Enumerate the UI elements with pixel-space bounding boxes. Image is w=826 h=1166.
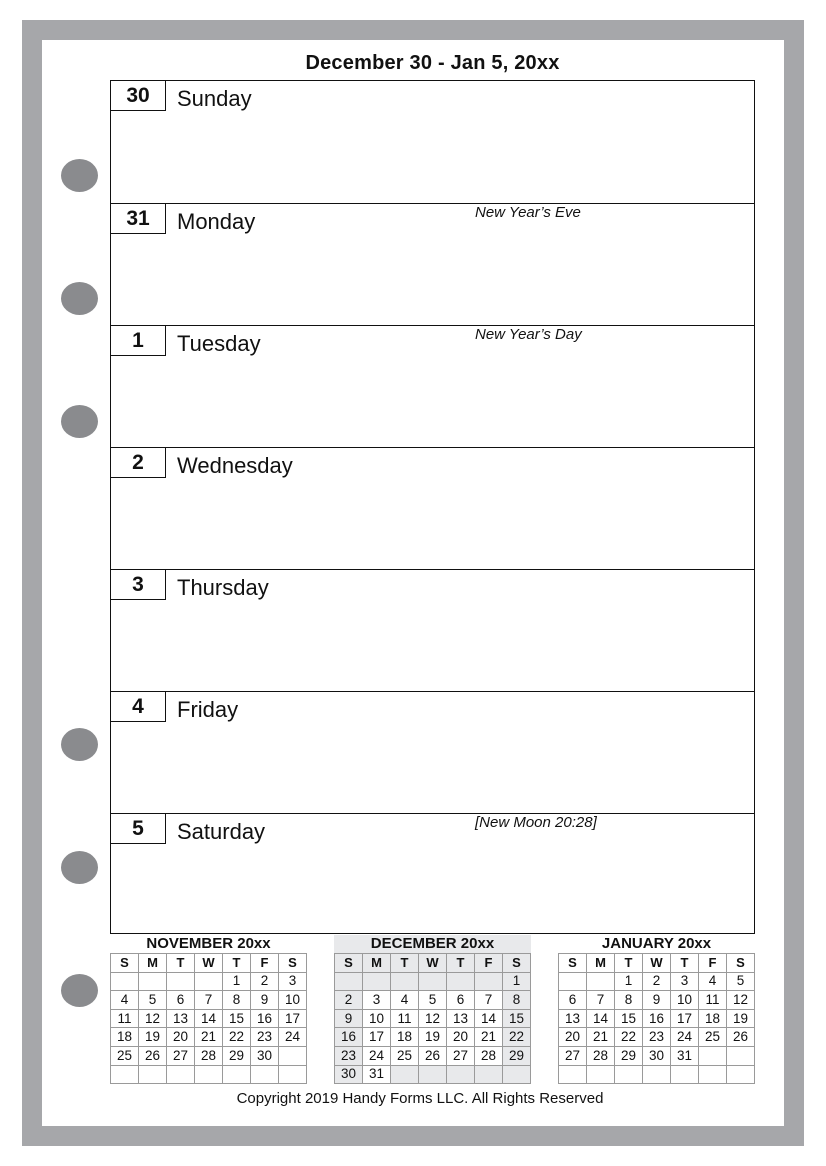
calendar-grid	[110, 953, 307, 1084]
weekday-header: S	[503, 954, 531, 973]
day-number: 30	[110, 80, 166, 111]
calendar-day-cell	[699, 1065, 727, 1084]
calendar-day-cell: 23	[335, 1046, 363, 1065]
calendar-day-cell	[699, 1046, 727, 1065]
day-note: New Year’s Day	[475, 326, 582, 343]
calendar-day-cell: 24	[363, 1046, 391, 1065]
calendar-day-cell	[391, 1065, 419, 1084]
calendar-day-cell	[587, 1065, 615, 1084]
calendar-week-row	[335, 1009, 531, 1028]
calendar-day-cell	[139, 1065, 167, 1084]
calendar-day-cell	[447, 972, 475, 991]
calendar-day-cell: 23	[251, 1028, 279, 1047]
calendar-day-cell: 15	[503, 1009, 531, 1028]
calendar-day-cell: 28	[475, 1046, 503, 1065]
calendar-day-cell: 23	[643, 1028, 671, 1047]
weekday-header: F	[699, 954, 727, 973]
calendar-day-cell: 2	[251, 972, 279, 991]
calendar-day-cell: 19	[139, 1028, 167, 1047]
calendar-day-cell: 11	[111, 1009, 139, 1028]
calendar-day-cell: 16	[335, 1028, 363, 1047]
mini-calendar-november	[110, 935, 307, 1084]
weekday-header: T	[615, 954, 643, 973]
calendar-day-cell: 6	[447, 991, 475, 1010]
calendar-day-cell: 8	[503, 991, 531, 1010]
calendar-week-row	[559, 1065, 755, 1084]
mini-calendar-december	[334, 935, 531, 1084]
calendar-day-cell: 21	[195, 1028, 223, 1047]
day-block-friday[interactable]	[111, 691, 754, 813]
calendar-day-cell: 29	[503, 1046, 531, 1065]
calendar-day-cell: 14	[587, 1009, 615, 1028]
calendar-week-row	[335, 1065, 531, 1084]
calendar-day-cell: 19	[727, 1009, 755, 1028]
calendar-day-cell: 28	[195, 1046, 223, 1065]
calendar-day-cell	[615, 1065, 643, 1084]
calendar-day-cell	[671, 1065, 699, 1084]
calendar-day-cell	[167, 972, 195, 991]
calendar-day-cell: 11	[391, 1009, 419, 1028]
weekday-header: T	[223, 954, 251, 973]
binder-hole	[61, 728, 98, 761]
binder-hole	[61, 282, 98, 315]
weekday-header-row	[111, 954, 307, 973]
calendar-grid	[558, 953, 755, 1084]
calendar-title: JANUARY 20xx	[601, 935, 712, 952]
weekday-header: T	[447, 954, 475, 973]
calendar-day-cell: 17	[363, 1028, 391, 1047]
calendar-day-cell: 22	[615, 1028, 643, 1047]
calendar-day-cell: 18	[391, 1028, 419, 1047]
weekday-header: F	[251, 954, 279, 973]
day-name: Saturday	[177, 819, 266, 844]
day-block-monday[interactable]	[111, 203, 754, 325]
weekday-header: M	[139, 954, 167, 973]
day-number: 2	[110, 447, 166, 478]
page-title: December 30 - Jan 5, 20xx	[305, 52, 560, 74]
calendar-day-cell: 29	[615, 1046, 643, 1065]
calendar-day-cell: 12	[139, 1009, 167, 1028]
day-name: Sunday	[177, 86, 252, 111]
week-days	[110, 80, 755, 934]
calendar-day-cell	[503, 1065, 531, 1084]
calendar-day-cell	[335, 972, 363, 991]
calendar-day-cell: 27	[559, 1046, 587, 1065]
calendar-day-cell: 1	[503, 972, 531, 991]
day-note: [New Moon 20:28]	[475, 814, 597, 831]
calendar-day-cell: 12	[419, 1009, 447, 1028]
calendar-day-cell	[111, 1065, 139, 1084]
calendar-day-cell: 4	[391, 991, 419, 1010]
day-block-saturday[interactable]	[111, 813, 754, 935]
calendar-week-row	[335, 972, 531, 991]
calendar-day-cell: 13	[559, 1009, 587, 1028]
day-block-tuesday[interactable]	[111, 325, 754, 447]
calendar-title: NOVEMBER 20xx	[146, 935, 271, 952]
calendar-day-cell: 20	[167, 1028, 195, 1047]
calendar-day-cell	[195, 972, 223, 991]
calendar-day-cell: 10	[671, 991, 699, 1010]
calendar-day-cell: 6	[559, 991, 587, 1010]
calendar-day-cell: 26	[419, 1046, 447, 1065]
calendar-week-row	[559, 1046, 755, 1065]
calendar-day-cell: 4	[111, 991, 139, 1010]
calendar-day-cell: 4	[699, 972, 727, 991]
calendar-week-row	[335, 991, 531, 1010]
calendar-day-cell: 21	[587, 1028, 615, 1047]
calendar-day-cell: 31	[671, 1046, 699, 1065]
calendar-day-cell	[139, 972, 167, 991]
calendar-week-row	[559, 972, 755, 991]
weekday-header: S	[727, 954, 755, 973]
calendar-day-cell: 22	[503, 1028, 531, 1047]
calendar-day-cell: 26	[727, 1028, 755, 1047]
weekday-header: T	[167, 954, 195, 973]
calendar-day-cell: 7	[195, 991, 223, 1010]
calendar-day-cell	[447, 1065, 475, 1084]
mini-calendar-january	[558, 935, 755, 1084]
calendar-day-cell: 14	[475, 1009, 503, 1028]
calendar-day-cell: 12	[727, 991, 755, 1010]
calendar-day-cell	[223, 1065, 251, 1084]
calendar-week-row	[111, 1046, 307, 1065]
calendar-week-row	[559, 1009, 755, 1028]
binder-hole	[61, 974, 98, 1007]
calendar-day-cell: 14	[195, 1009, 223, 1028]
calendar-day-cell: 28	[587, 1046, 615, 1065]
calendar-day-cell: 5	[139, 991, 167, 1010]
calendar-day-cell	[475, 972, 503, 991]
calendar-day-cell: 25	[391, 1046, 419, 1065]
day-block-thursday[interactable]	[111, 569, 754, 691]
calendar-day-cell	[559, 972, 587, 991]
calendar-day-cell: 27	[447, 1046, 475, 1065]
weekday-header: F	[475, 954, 503, 973]
calendar-day-cell: 10	[279, 991, 307, 1010]
calendar-week-row	[111, 1028, 307, 1047]
calendar-day-cell: 25	[699, 1028, 727, 1047]
calendar-day-cell: 7	[587, 991, 615, 1010]
calendar-day-cell: 16	[251, 1009, 279, 1028]
calendar-day-cell: 1	[615, 972, 643, 991]
calendar-day-cell: 21	[475, 1028, 503, 1047]
day-number: 5	[110, 813, 166, 844]
calendar-day-cell: 5	[419, 991, 447, 1010]
calendar-day-cell: 1	[223, 972, 251, 991]
calendar-day-cell: 17	[279, 1009, 307, 1028]
calendar-title: DECEMBER 20xx	[334, 935, 531, 953]
calendar-day-cell	[111, 972, 139, 991]
binder-hole	[61, 159, 98, 192]
weekday-header: M	[587, 954, 615, 973]
calendar-day-cell	[251, 1065, 279, 1084]
calendar-week-row	[111, 991, 307, 1010]
calendar-day-cell: 3	[363, 991, 391, 1010]
calendar-day-cell: 20	[447, 1028, 475, 1047]
weekday-header: S	[559, 954, 587, 973]
calendar-day-cell: 8	[615, 991, 643, 1010]
calendar-week-row	[111, 1065, 307, 1084]
day-number: 31	[110, 203, 166, 234]
weekday-header: T	[391, 954, 419, 973]
calendar-day-cell: 9	[335, 1009, 363, 1028]
calendar-day-cell: 30	[251, 1046, 279, 1065]
calendar-day-cell	[195, 1065, 223, 1084]
calendar-day-cell: 25	[111, 1046, 139, 1065]
weekday-header: T	[671, 954, 699, 973]
calendar-day-cell: 6	[167, 991, 195, 1010]
calendar-day-cell: 31	[363, 1065, 391, 1084]
day-name: Thursday	[177, 575, 269, 600]
calendar-day-cell: 24	[671, 1028, 699, 1047]
calendar-week-row	[335, 1028, 531, 1047]
calendar-grid	[334, 953, 531, 1084]
calendar-day-cell	[279, 1046, 307, 1065]
day-name: Friday	[177, 697, 239, 722]
weekday-header: W	[419, 954, 447, 973]
calendar-day-cell: 5	[727, 972, 755, 991]
weekday-header: S	[279, 954, 307, 973]
calendar-day-cell: 13	[447, 1009, 475, 1028]
calendar-day-cell: 26	[139, 1046, 167, 1065]
day-block-sunday[interactable]	[111, 81, 754, 203]
calendar-day-cell: 10	[363, 1009, 391, 1028]
calendar-day-cell: 19	[419, 1028, 447, 1047]
calendar-day-cell	[587, 972, 615, 991]
day-name: Tuesday	[177, 331, 261, 356]
binder-hole	[61, 851, 98, 884]
calendar-day-cell: 13	[167, 1009, 195, 1028]
calendar-day-cell: 24	[279, 1028, 307, 1047]
calendar-day-cell	[391, 972, 419, 991]
calendar-day-cell: 2	[643, 972, 671, 991]
calendar-day-cell: 27	[167, 1046, 195, 1065]
weekday-header: M	[363, 954, 391, 973]
copyright-notice: Copyright 2019 Handy Forms LLC. All Rights Reserved	[236, 1090, 604, 1107]
weekday-header-row	[559, 954, 755, 973]
day-name: Wednesday	[177, 453, 293, 478]
calendar-week-row	[111, 972, 307, 991]
day-number: 3	[110, 569, 166, 600]
calendar-day-cell: 18	[699, 1009, 727, 1028]
calendar-day-cell: 20	[559, 1028, 587, 1047]
calendar-day-cell	[279, 1065, 307, 1084]
calendar-day-cell	[419, 1065, 447, 1084]
calendar-week-row	[335, 1046, 531, 1065]
day-note: New Year’s Eve	[475, 204, 581, 221]
calendar-day-cell	[559, 1065, 587, 1084]
calendar-week-row	[111, 1009, 307, 1028]
calendar-day-cell: 9	[251, 991, 279, 1010]
calendar-day-cell: 11	[699, 991, 727, 1010]
calendar-day-cell	[167, 1065, 195, 1084]
binder-hole	[61, 405, 98, 438]
calendar-day-cell: 3	[671, 972, 699, 991]
calendar-day-cell: 7	[475, 991, 503, 1010]
calendar-day-cell: 30	[335, 1065, 363, 1084]
calendar-day-cell: 30	[643, 1046, 671, 1065]
calendar-day-cell: 29	[223, 1046, 251, 1065]
calendar-day-cell: 17	[671, 1009, 699, 1028]
calendar-day-cell: 22	[223, 1028, 251, 1047]
calendar-day-cell: 2	[335, 991, 363, 1010]
weekday-header: S	[335, 954, 363, 973]
calendar-day-cell	[419, 972, 447, 991]
calendar-week-row	[559, 991, 755, 1010]
calendar-day-cell	[727, 1065, 755, 1084]
weekday-header: W	[643, 954, 671, 973]
weekday-header-row	[335, 954, 531, 973]
calendar-day-cell: 3	[279, 972, 307, 991]
day-name: Monday	[177, 209, 256, 234]
day-block-wednesday[interactable]	[111, 447, 754, 569]
calendar-day-cell	[363, 972, 391, 991]
calendar-day-cell	[643, 1065, 671, 1084]
day-number: 1	[110, 325, 166, 356]
weekday-header: S	[111, 954, 139, 973]
calendar-day-cell: 15	[223, 1009, 251, 1028]
calendar-day-cell	[475, 1065, 503, 1084]
calendar-day-cell: 15	[615, 1009, 643, 1028]
calendar-day-cell: 18	[111, 1028, 139, 1047]
day-number: 4	[110, 691, 166, 722]
calendar-week-row	[559, 1028, 755, 1047]
calendar-day-cell: 9	[643, 991, 671, 1010]
calendar-day-cell: 16	[643, 1009, 671, 1028]
weekday-header: W	[195, 954, 223, 973]
calendar-day-cell	[727, 1046, 755, 1065]
calendar-day-cell: 8	[223, 991, 251, 1010]
